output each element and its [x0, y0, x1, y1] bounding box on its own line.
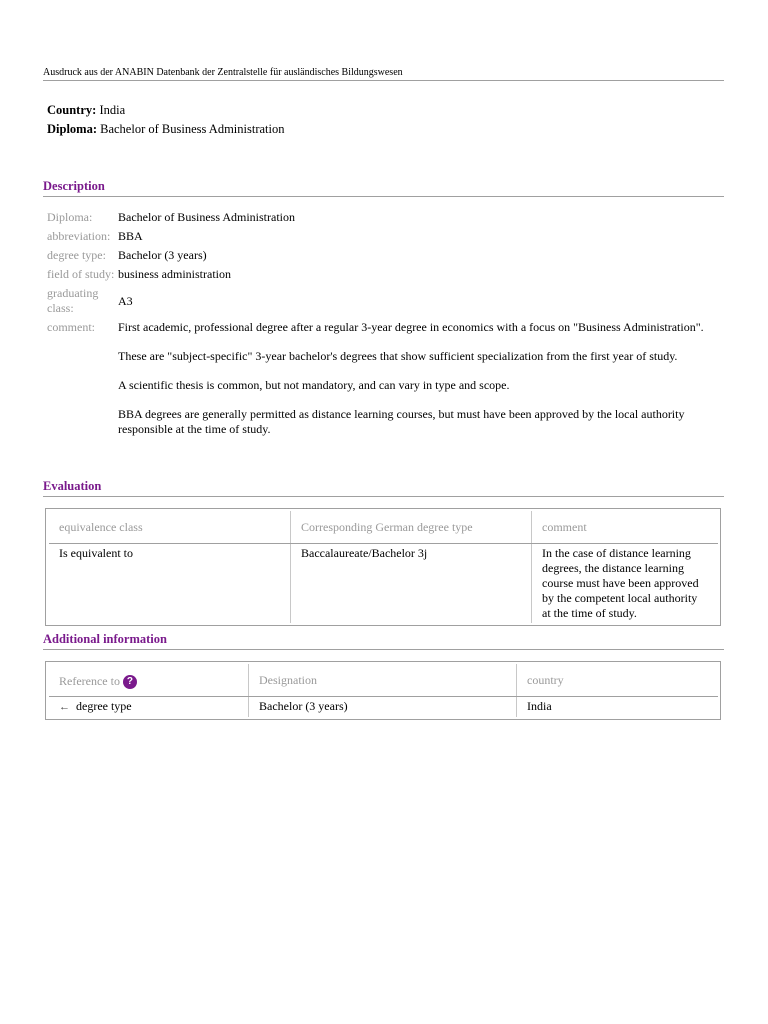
additional-info-heading: Additional information [43, 632, 724, 650]
description-row-diploma [47, 210, 722, 225]
description-row-field-of-study [47, 267, 722, 282]
additional-table-header [49, 664, 718, 697]
diploma-value: Bachelor of Business Administration [100, 122, 285, 136]
country-label: Country: [47, 103, 97, 117]
description-list [47, 210, 722, 441]
reference-link[interactable]: degree type [76, 699, 132, 713]
field-value: A3 [118, 293, 133, 308]
evaluation-table-header [49, 511, 718, 544]
comment-paragraph: A scientific thesis is common, but not mandatory, and can vary in type and scope. [118, 378, 510, 392]
summary-block [47, 102, 284, 140]
field-label: Diploma: [47, 210, 93, 224]
table-cell-reference [49, 697, 248, 717]
field-label: graduating class: [47, 286, 99, 315]
field-value: BBA [118, 229, 143, 243]
comment-paragraph: First academic, professional degree after a regular 3-year degree in economics with a focus on "Business Administration". [118, 320, 704, 334]
table-row [49, 697, 718, 717]
description-row-degree-type [47, 248, 722, 263]
summary-diploma-row [47, 121, 284, 140]
column-header: Corresponding German degree type [290, 511, 531, 543]
evaluation-heading: Evaluation [43, 479, 724, 497]
additional-info-table [45, 661, 721, 720]
print-header: Ausdruck aus der ANABIN Datenbank der Zentralstelle für ausländisches Bildungswesen [43, 66, 724, 81]
table-cell: Is equivalent to [59, 546, 133, 560]
field-value: Bachelor (3 years) [118, 248, 207, 262]
summary-country-row [47, 102, 284, 121]
country-value: India [99, 103, 126, 117]
column-header: comment [531, 511, 712, 543]
diploma-label: Diploma: [47, 122, 97, 136]
table-cell: Bachelor (3 years) [248, 697, 516, 717]
description-row-graduating-class [47, 286, 722, 316]
column-header-reference [49, 664, 248, 696]
column-header: country [516, 664, 712, 696]
table-row [49, 544, 718, 623]
description-row-abbreviation [47, 229, 722, 244]
description-heading: Description [43, 179, 724, 197]
column-header: Designation [248, 664, 516, 696]
field-label: degree type: [47, 248, 106, 262]
help-icon[interactable]: ? [123, 675, 137, 689]
field-label: field of study: [47, 267, 115, 281]
table-cell: In the case of distance learning degrees, the distance learning course must have been approved by the competent local authority at the time of study. [531, 544, 712, 623]
field-value: business administration [118, 267, 231, 281]
column-header: equivalence class [59, 519, 143, 534]
field-label: abbreviation: [47, 229, 111, 243]
table-cell: India [516, 697, 712, 717]
comment-paragraph: BBA degrees are generally permitted as distance learning courses, but must have been approved by the local authority responsible at the time of study. [118, 407, 685, 436]
comment-paragraph: These are "subject-specific" 3-year bachelor's degrees that show sufficient specialization from the first year of study. [118, 349, 678, 363]
field-label: comment: [47, 320, 95, 334]
evaluation-table [45, 508, 721, 626]
column-header: Reference to [59, 674, 120, 688]
field-value: Bachelor of Business Administration [118, 210, 295, 224]
description-row-comment [47, 320, 722, 437]
arrow-left-icon: ← [59, 701, 70, 713]
table-cell: Baccalaureate/Bachelor 3j [290, 544, 531, 623]
comment-text [118, 320, 722, 437]
